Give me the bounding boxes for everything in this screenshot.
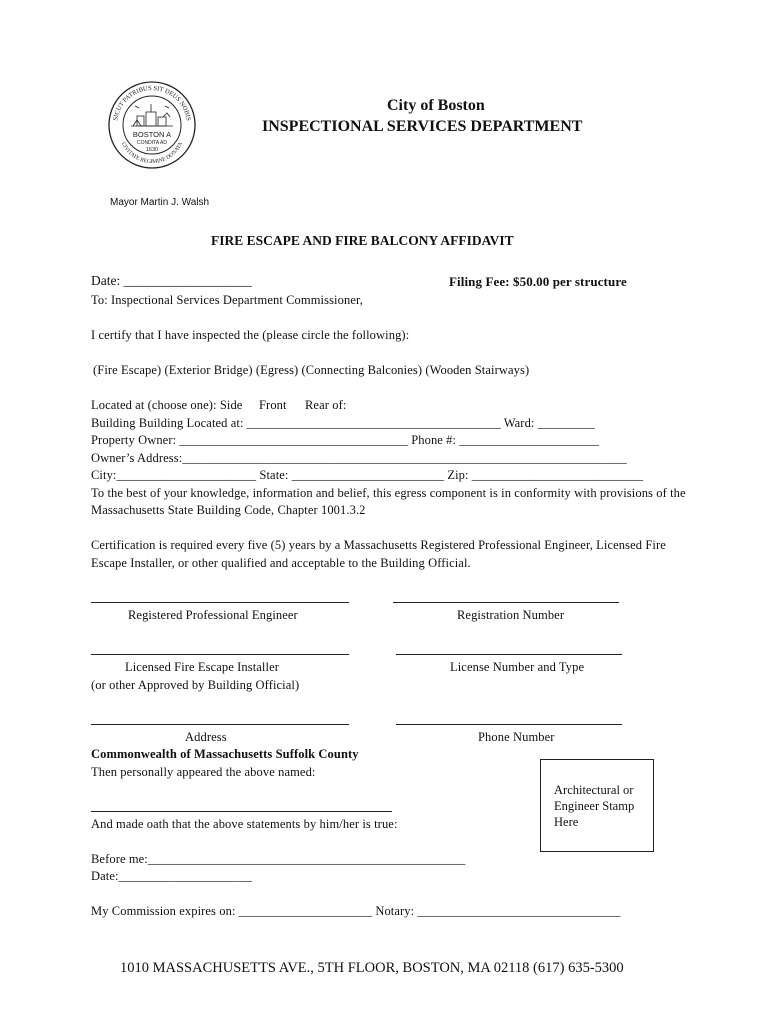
license-number-line[interactable] bbox=[396, 654, 622, 655]
located-front-option[interactable]: Front bbox=[259, 398, 287, 412]
seal-year: 1630 bbox=[145, 147, 159, 153]
address-line[interactable] bbox=[91, 724, 349, 725]
seal-graphic bbox=[107, 80, 197, 170]
seal-skyline-icon bbox=[131, 104, 173, 126]
seal-ring-text: SICUT PATRIBUS SIT DEUS NOBIS bbox=[112, 84, 192, 122]
certification-note-2: Escape Installer, or other qualified and acceptable to the Building Official. bbox=[91, 556, 471, 570]
notary-date-field[interactable]: Date:_____________________ bbox=[91, 869, 252, 883]
city-title: City of Boston bbox=[387, 97, 485, 114]
city-seal bbox=[107, 80, 197, 170]
stamp-box bbox=[540, 759, 654, 852]
form-title: FIRE ESCAPE AND FIRE BALCONY AFFIDAVIT bbox=[211, 233, 514, 248]
located-label: Located at (choose one): Side bbox=[91, 398, 243, 412]
installer-signature-line[interactable] bbox=[91, 654, 349, 655]
footer-address: 1010 MASSACHUSETTS AVE., 5TH FLOOR, BOSTON, MA 02118 (617) 635-5300 bbox=[120, 960, 624, 976]
stamp-label: Architectural or Engineer Stamp Here bbox=[554, 783, 635, 829]
address-label: Address bbox=[185, 730, 227, 744]
seal-name: BOSTON A bbox=[132, 130, 172, 139]
knowledge-statement-1: To the best of your knowledge, information and belief, this egress component is in conformity with provisions of the bbox=[91, 486, 686, 500]
installer-label: Licensed Fire Escape Installer bbox=[125, 660, 279, 674]
to-line: To: Inspectional Services Department Commissioner, bbox=[91, 293, 363, 307]
building-location-field[interactable]: Building Building Located at: ________________________________________ Ward: _________ bbox=[91, 416, 595, 430]
inspection-options[interactable]: (Fire Escape) (Exterior Bridge) (Egress) (Connecting Balconies) (Wooden Stairways) bbox=[93, 363, 530, 377]
owner-address-field[interactable]: Owner’s Address:______________________________________________________________________ bbox=[91, 451, 627, 465]
property-owner-field[interactable]: Property Owner: ____________________________________ Phone #: ______________________ bbox=[91, 433, 600, 447]
registration-label: Registration Number bbox=[457, 608, 565, 622]
knowledge-statement-2: Massachusetts State Building Code, Chapter 1001.3.2 bbox=[91, 503, 366, 517]
commonwealth-heading: Commonwealth of Massachusetts Suffolk County bbox=[91, 747, 359, 761]
department-title: INSPECTIONAL SERVICES DEPARTMENT bbox=[262, 118, 583, 135]
certification-note-1: Certification is required every five (5) years by a Massachusetts Registered Professional Engineer, Licensed Fire bbox=[91, 538, 666, 552]
commission-notary-field[interactable]: My Commission expires on: _____________________ Notary: ________________________________ bbox=[91, 904, 621, 918]
engineer-signature-line[interactable] bbox=[91, 602, 349, 603]
appeared-name-line[interactable] bbox=[91, 811, 392, 812]
registration-number-line[interactable] bbox=[393, 602, 619, 603]
before-me-field[interactable]: Before me:__________________________________________________ bbox=[91, 852, 466, 866]
phone-number-line[interactable] bbox=[396, 724, 622, 725]
located-rear-option[interactable]: Rear of: bbox=[305, 398, 347, 412]
engineer-label: Registered Professional Engineer bbox=[128, 608, 298, 622]
phone-label: Phone Number bbox=[478, 730, 555, 744]
date-field[interactable]: Date: ___________________ bbox=[91, 273, 252, 288]
installer-sub-label: (or other Approved by Building Official) bbox=[91, 678, 300, 692]
mayor-name: Mayor Martin J. Walsh bbox=[110, 197, 210, 208]
certify-line: I certify that I have inspected the (please circle the following): bbox=[91, 328, 410, 342]
appeared-line: Then personally appeared the above named: bbox=[91, 765, 316, 779]
filing-fee: Filing Fee: $50.00 per structure bbox=[449, 274, 627, 289]
oath-line: And made oath that the above statements by him/her is true: bbox=[91, 817, 398, 831]
seal-lower-text: CIVITATE REGIMINE DONATA bbox=[119, 141, 185, 166]
city-state-zip-field[interactable]: City:______________________ State: ________________________ Zip: ___________________________ bbox=[91, 468, 644, 482]
license-label: License Number and Type bbox=[450, 660, 585, 674]
seal-sub: CONDITA AD bbox=[137, 140, 167, 146]
